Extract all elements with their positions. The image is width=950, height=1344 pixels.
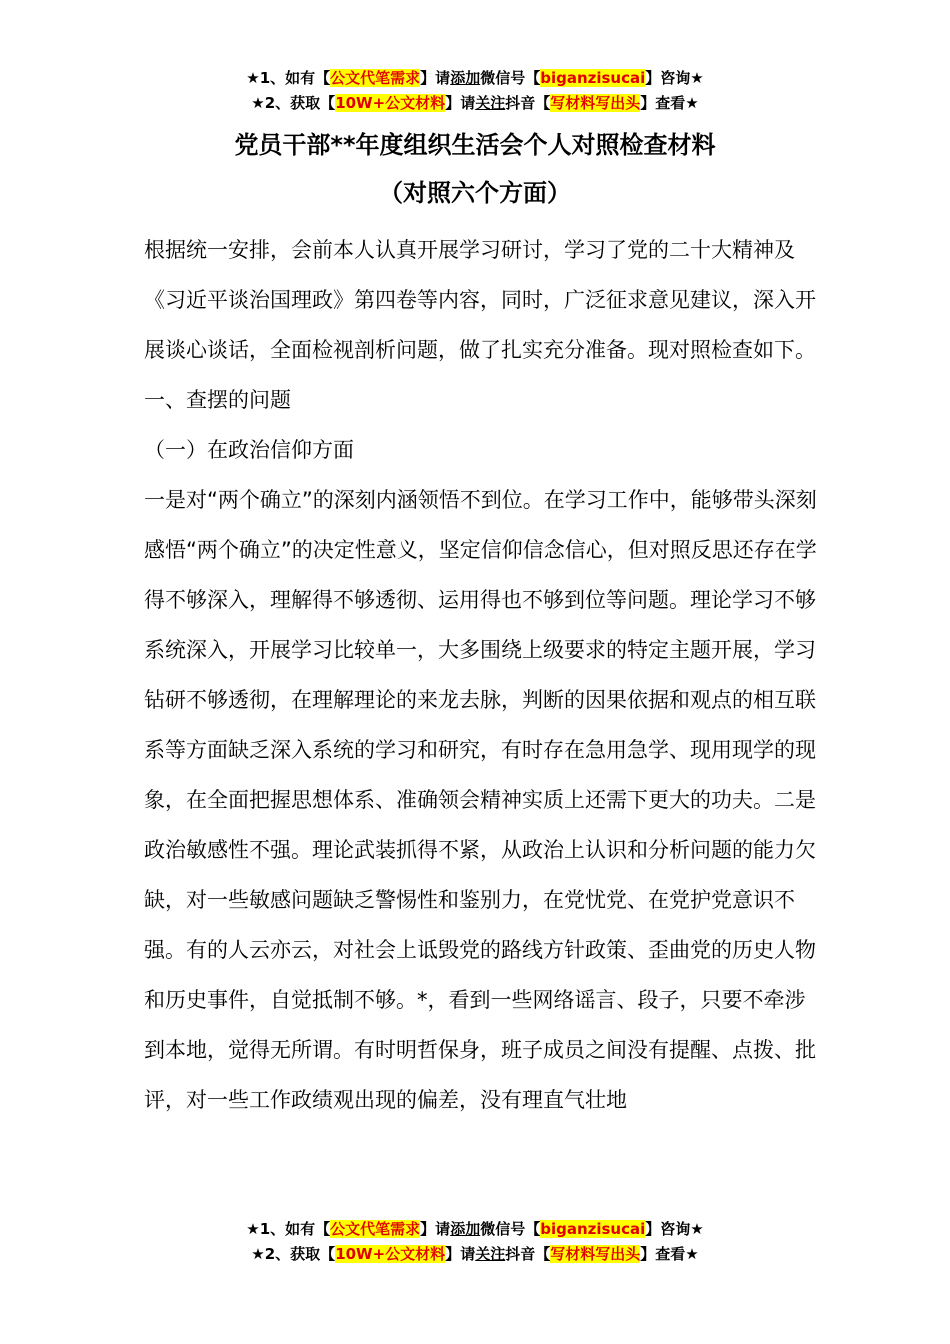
promo-text: 】请: [420, 69, 451, 87]
promo-text: 】查看★: [640, 94, 699, 112]
promo-underline-add: 添加: [450, 69, 481, 87]
promo-highlight-wechat-id: biganzisucai: [540, 69, 646, 87]
promo-text: 】请: [445, 1245, 476, 1263]
promo-underline-follow: 关注: [475, 1245, 506, 1263]
promo-text: 抖音【: [505, 1245, 551, 1263]
promo-banner-top-line1: [0, 68, 950, 88]
promo-text: ★2、获取【: [251, 94, 336, 112]
document-title: 党员干部**年度组织生活会个人对照检查材料: [234, 131, 716, 159]
document-body: [144, 225, 824, 1125]
promo-banner-top-line2: [0, 93, 950, 113]
promo-text: 】咨询★: [645, 1220, 704, 1238]
promo-highlight-douyin-id: 写材料写出头: [550, 94, 641, 112]
promo-text: ★1、如有【: [246, 1220, 331, 1238]
body-paragraph: 一是对“两个确立”的深刻内涵领悟不到位。在学习工作中，能够带头深刻感悟“两个确立”的决定性意义，坚定信仰信念信心，但对照反思还存在学得不够深入，理解得不够透彻、运用得也不够到位等问题。理论学习不够系统深入，开展学习比较单一，大多围绕上级要求的特定主题开展，学习钻研不够透彻，在理解理论的来龙去脉，判断的因果依据和观点的相互联系等方面缺乏深入系统的学习和研究，有时存在急用急学、现用现学的现象，在全面把握思想体系、准确领会精神实质上还需下更大的功夫。二是政治敏感性不强。理论武装抓得不紧，从政治上认识和分析问题的能力欠缺，对一些敏感问题缺乏警惕性和鉴别力，在党忧党、在党护党意识不强。有的人云亦云，对社会上诋毁党的路线方针政策、歪曲党的历史人物和历史事件，自觉抵制不够。*，看到一些网络谣言、段子，只要不牵涉到本地，觉得无所谓。有时明哲保身，班子成员之间没有提醒、点拨、批评，对一些工作政绩观出现的偏差，没有理直气壮地: [144, 488, 817, 1112]
promo-highlight-wechat-id: biganzisucai: [540, 1220, 646, 1238]
promo-text: 微信号【: [480, 1220, 541, 1238]
promo-text: 】查看★: [640, 1245, 699, 1263]
promo-underline-add: 添加: [450, 1220, 481, 1238]
promo-highlight-materials: 10W+公文材料: [335, 1245, 446, 1263]
promo-text: 】请: [420, 1220, 451, 1238]
promo-text: ★1、如有【: [246, 69, 331, 87]
promo-banner-bottom-line1: [0, 1219, 950, 1239]
promo-highlight-douyin-id: 写材料写出头: [550, 1245, 641, 1263]
promo-text: 微信号【: [480, 69, 541, 87]
promo-text: 】咨询★: [645, 69, 704, 87]
promo-text: ★2、获取【: [251, 1245, 336, 1263]
promo-text: 】请: [445, 94, 476, 112]
subsection-heading: （一）在政治信仰方面: [144, 438, 354, 462]
document-subtitle: （对照六个方面）: [379, 179, 571, 207]
promo-highlight-materials: 10W+公文材料: [335, 94, 446, 112]
promo-underline-follow: 关注: [475, 94, 506, 112]
promo-banner-bottom-line2: [0, 1244, 950, 1264]
section-heading: 一、查摆的问题: [144, 388, 291, 412]
intro-paragraph: 根据统一安排，会前本人认真开展学习研讨，学习了党的二十大精神及《习近平谈治国理政》第四卷等内容，同时，广泛征求意见建议，深入开展谈心谈话，全面检视剖析问题，做了扎实充分准备。现对照检查如下。: [144, 238, 816, 362]
promo-text: 抖音【: [505, 94, 551, 112]
promo-highlight-service: 公文代笔需求: [330, 1220, 421, 1238]
promo-highlight-service: 公文代笔需求: [330, 69, 421, 87]
